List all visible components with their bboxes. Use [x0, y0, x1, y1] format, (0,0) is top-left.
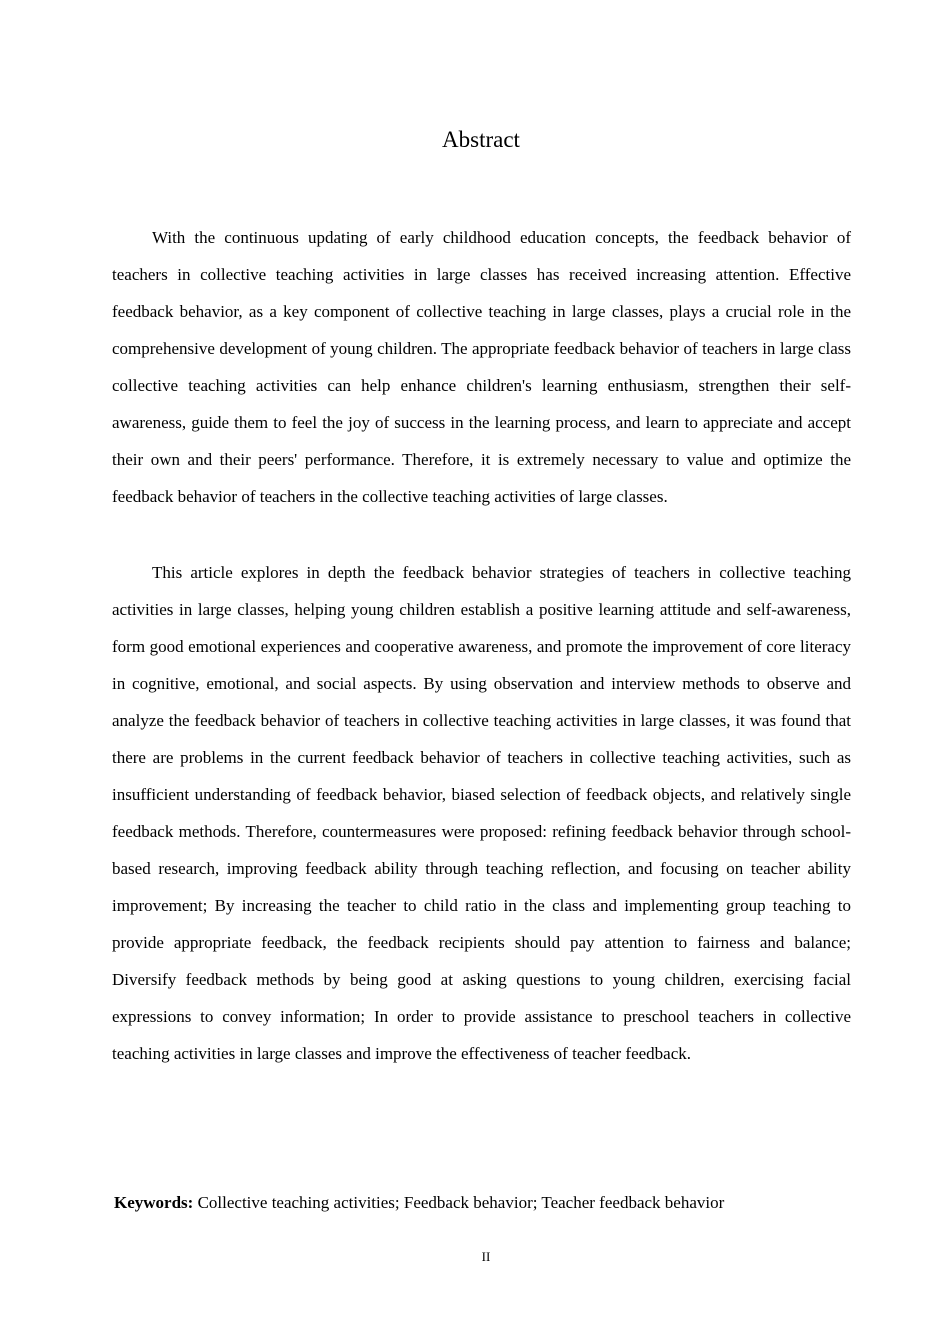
keywords-list: Collective teaching activities; Feedback behavior; Teacher feedback behavior [193, 1193, 725, 1212]
keywords-label: Keywords: [114, 1193, 194, 1212]
abstract-paragraph-1 [112, 219, 851, 515]
abstract-paragraph-2 [112, 554, 851, 1072]
keywords-line [114, 1188, 851, 1218]
abstract-title: Abstract [442, 127, 520, 152]
paragraph-text: With the continuous updating of early childhood education concepts, the feedback behavior of teachers in collective teaching activities in large classes has received increasing attention. Effective feedback behavior, as a key component of collective teaching in large classes, plays a crucial role in the comprehensive development of young children. The appropriate feedback behavior of teachers in large class collective teaching activities can help enhance children's learning enthusiasm, strengthen their self-awareness, guide them to feel the joy of success in the learning process, and learn to appreciate and accept their own and their peers' performance. Therefore, it is extremely necessary to value and optimize the feedback behavior of teachers in the collective teaching activities of large classes. [112, 228, 851, 506]
page-number: II [481, 1249, 491, 1264]
paragraph-text: This article explores in depth the feedback behavior strategies of teachers in collective teaching activities in large classes, helping young children establish a positive learning attitude and self-awareness, form good emotional experiences and cooperative awareness, and promote the improvement of core literacy in cognitive, emotional, and social aspects. By using observation and interview methods to observe and analyze the feedback behavior of teachers in collective teaching activities in large classes, it was found that there are problems in the current feedback behavior of teachers in collective teaching activities, such as insufficient understanding of feedback behavior, biased selection of feedback objects, and relatively single feedback methods. Therefore, countermeasures were proposed: refining feedback behavior through school-based research, improving feedback ability through teaching reflection, and focusing on teacher ability improvement; By increasing the teacher to child ratio in the class and implementing group teaching to provide appropriate feedback, the feedback recipients should pay attention to fairness and balance; Diversify feedback methods by being good at asking questions to young children, exercising facial expressions to convey information; In order to provide assistance to preschool teachers in collective teaching activities in large classes and improve the effectiveness of teacher feedback. [112, 563, 851, 1063]
